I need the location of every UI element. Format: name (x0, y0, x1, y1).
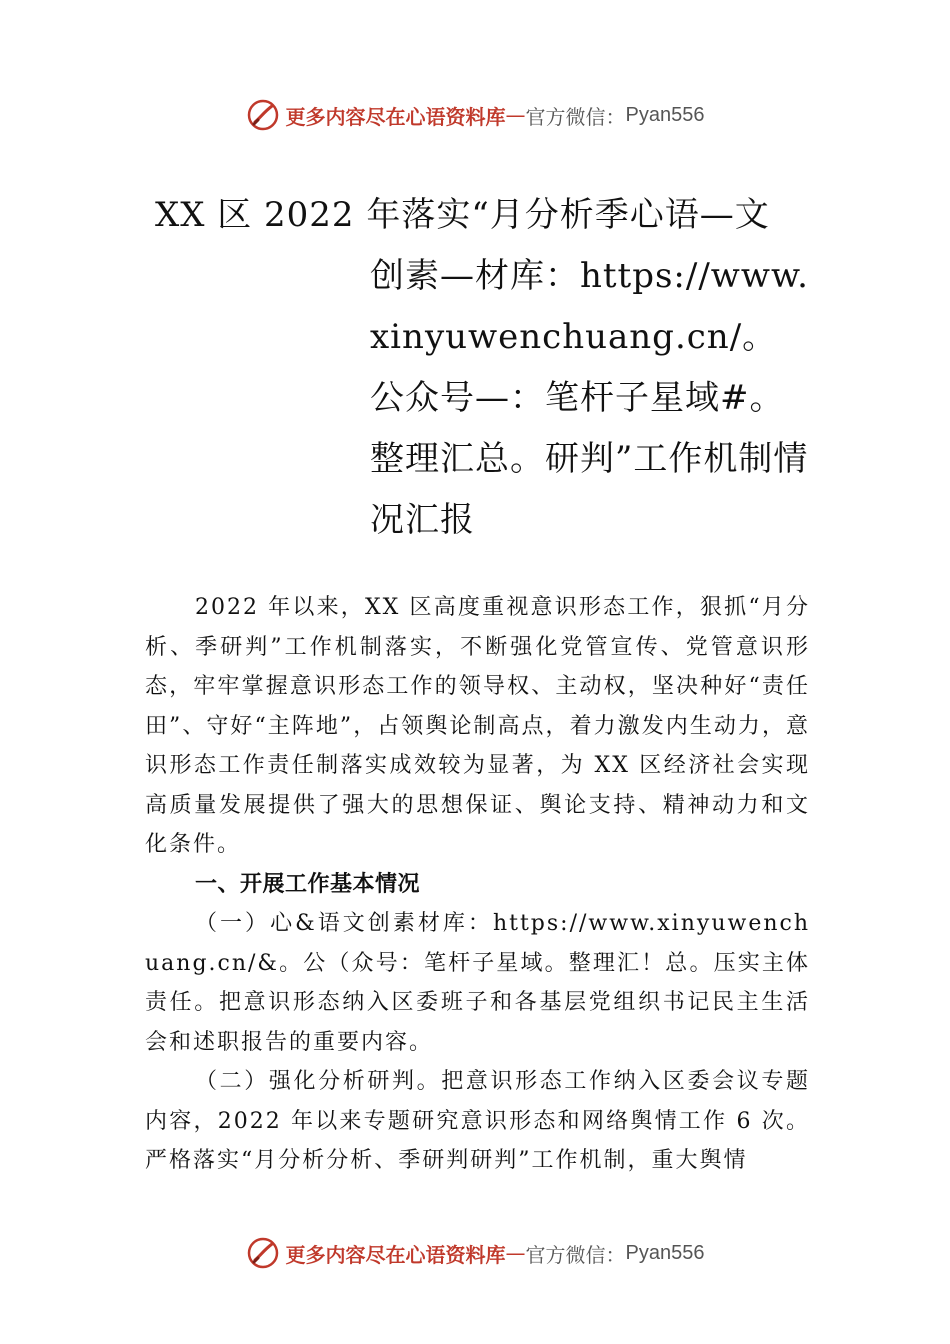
banner-wechat-label: 官方微信： (525, 1242, 626, 1267)
footer-banner (0, 1233, 950, 1273)
section-heading: 一、开展工作基本情况 (195, 871, 421, 897)
banner-separator: — (505, 1241, 526, 1265)
banner-wechat-id: Pyan556 (625, 1241, 705, 1264)
header-banner (0, 95, 950, 135)
document-title (155, 185, 815, 551)
banner-wechat-id: Pyan556 (625, 103, 705, 126)
brush-logo-icon (246, 98, 280, 132)
paragraph-item-1: （一）心&语文创素材库：https://www.xinyuwenchuang.cn/&。公（众号：笔杆子星域。整理汇！总。压实主体责任。把意识形态纳入区委班子和各基层党组织书记民主生活会和述职报告的重要内容。 (145, 911, 810, 1055)
brush-logo-icon (246, 1236, 280, 1270)
paragraph-item-2: （二）强化分析研判。把意识形态工作纳入区委会议专题内容，2022 年以来专题研究意识形态和网络舆情工作 6 次。严格落实“月分析分析、季研判研判”工作机制，重大舆情 (145, 1069, 810, 1173)
intro-paragraph: 2022 年以来，XX 区高度重视意识形态工作，狠抓“月分析、季研判”工作机制落实，不断强化党管宣传、党管意识形态，牢牢掌握意识形态工作的领导权、主动权，坚决种好“责任田”、守好“主阵地”，占领舆论制高点，着力激发内生动力，意识形态工作责任制落实成效较为显著，为 XX 区经济社会实现高质量发展提供了强大的思想保证、舆论支持、精神动力和文化条件。 (145, 595, 810, 857)
banner-wechat-label: 官方微信： (525, 104, 626, 129)
banner-separator: — (505, 103, 526, 127)
banner-brand: 更多内容尽在心语资料库 (285, 1242, 506, 1267)
title-line-1: XX 区 2022 年落实“月分析季心语—文 (155, 195, 770, 235)
document-body (145, 588, 810, 1181)
banner-brand: 更多内容尽在心语资料库 (285, 104, 506, 129)
title-continuation: 创素—材库：https://www.xinyuwenchuang.cn/。公众号—：笔杆子星域#。整理汇总。研判”工作机制情况汇报 (370, 256, 809, 540)
